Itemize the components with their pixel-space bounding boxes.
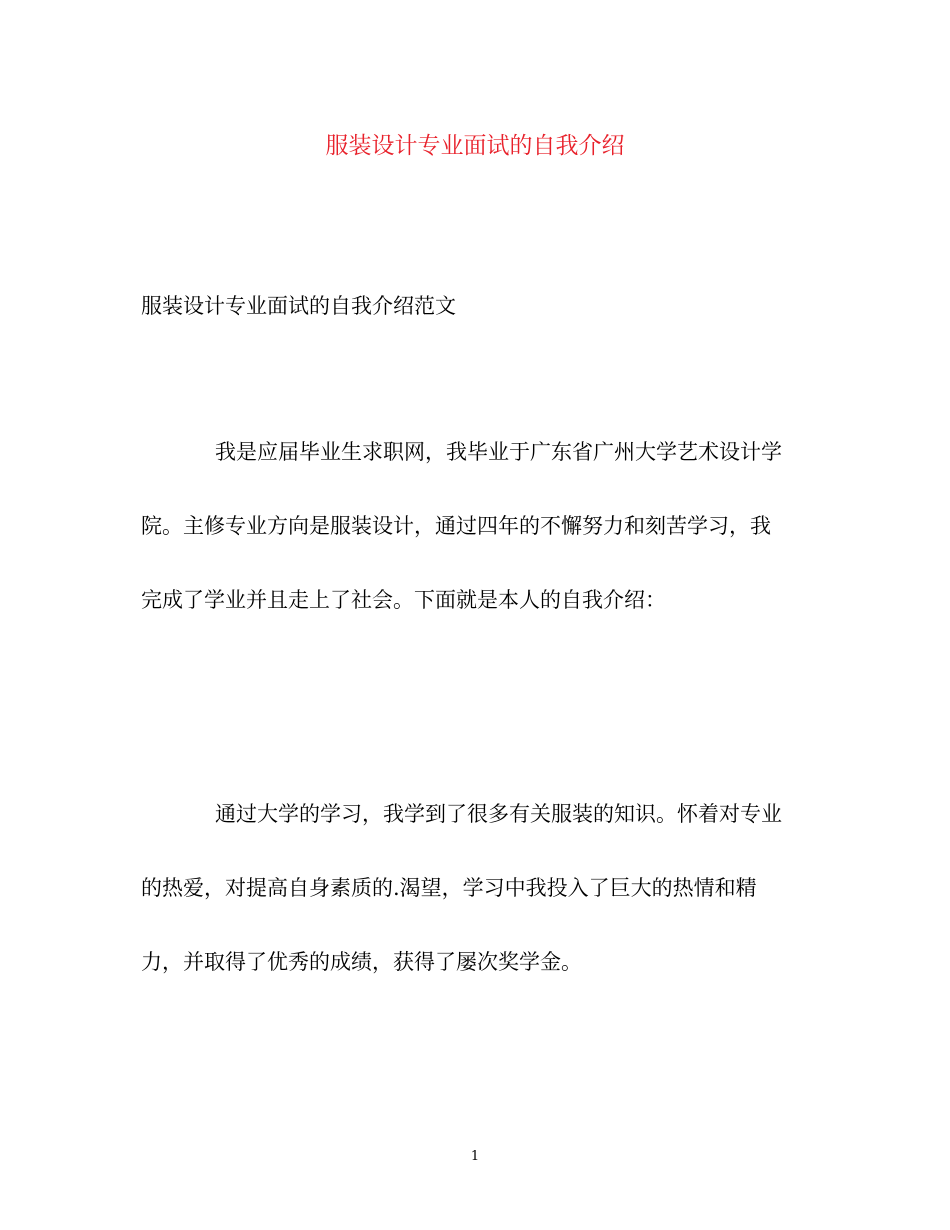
document-subtitle: 服装设计专业面试的自我介绍范文 bbox=[141, 294, 456, 318]
paragraph-line: 力，并取得了优秀的成绩，获得了屡次奖学金。 bbox=[141, 950, 582, 974]
paragraph-2 bbox=[141, 798, 821, 1020]
page-number: 1 bbox=[470, 1149, 480, 1164]
paragraph-line: 通过大学的学习，我学到了很多有关服装的知识。怀着对专业 bbox=[215, 802, 782, 826]
paragraph-1 bbox=[141, 436, 821, 658]
paragraph-line: 我是应届毕业生求职网，我毕业于广东省广州大学艺术设计学 bbox=[215, 440, 782, 464]
document-title: 服装设计专业面试的自我介绍 bbox=[325, 133, 625, 159]
paragraph-line: 完成了学业并且走上了社会。下面就是本人的自我介绍： bbox=[141, 588, 666, 612]
paragraph-line: 的热爱，对提高自身素质的.渴望，学习中我投入了巨大的热情和精 bbox=[141, 876, 757, 900]
paragraph-line: 院。主修专业方向是服装设计，通过四年的不懈努力和刻苦学习，我 bbox=[141, 514, 771, 538]
